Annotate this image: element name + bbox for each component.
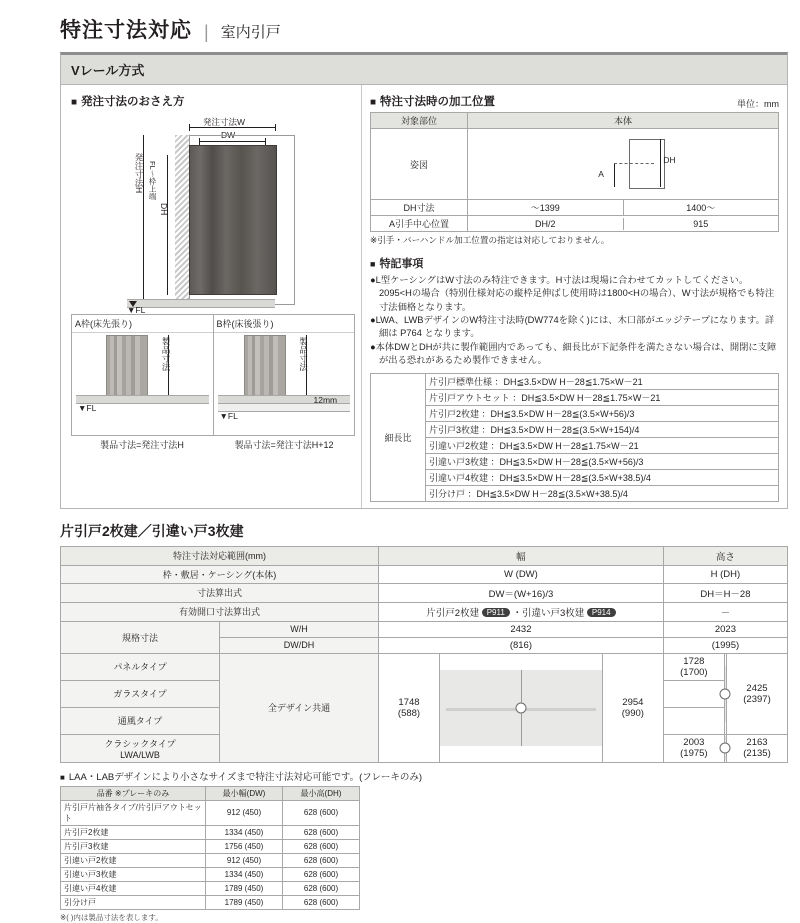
ratio-row-7: 引違い戸4枚建 ：DH≦3.5×DW H－28≦(3.5×W+38.5)/4 xyxy=(426,469,779,485)
frame-b-caption: 製品寸法=発注寸法H+12 xyxy=(234,440,334,450)
h-min-1: 1728 (1700) xyxy=(663,653,724,680)
row0-w: W (DW) xyxy=(379,565,664,583)
row2-label: 有効開口寸法算出式 xyxy=(61,602,379,621)
h-max-1: 2425 (2397) xyxy=(727,653,788,734)
section2-title: 片引戸2枚建／引違い戸3枚建 xyxy=(60,522,244,539)
row2-h: － xyxy=(663,602,787,621)
dim-h-note: FL～枠上端 xyxy=(148,161,157,200)
table-row: 片引戸3枚建 1756 (450) 628 (600) xyxy=(61,839,360,853)
a-pos-2: 915 xyxy=(693,218,709,229)
dh-range-1: ～1399 xyxy=(468,200,623,215)
fl-label: ▼FL xyxy=(127,305,146,315)
header-divider: | xyxy=(204,22,209,42)
all-design-label: 全デザイン共通 xyxy=(220,653,379,762)
h-blank-1 xyxy=(663,680,724,707)
slenderness-table xyxy=(370,373,779,502)
left-title: ■ 発注寸法のおさえ方 xyxy=(71,93,355,109)
row1-label: 寸法算出式 xyxy=(61,583,379,602)
ratio-row-4: 片引戸3枚建 ：DH≦3.5×DW H－28≦(3.5×W+154)/4 xyxy=(426,421,779,437)
badge-text-2: ・引違い戸3枚建 xyxy=(512,607,585,619)
w-min: 1748 (588) xyxy=(379,653,440,762)
table-row: 片引戸2枚建 1334 (450) 628 (600) xyxy=(61,825,360,839)
h-blank-2 xyxy=(663,707,724,734)
th-range-head: 特注寸法対応範囲(mm) xyxy=(61,546,379,565)
ratio-label: 細長比 xyxy=(371,373,426,501)
dim-dh-label: DH xyxy=(159,203,169,216)
unit-label: 単位：mm xyxy=(737,99,779,109)
th-min-w: 最小幅(DW) xyxy=(206,786,283,800)
frame-a-head: A枠(床先張り) xyxy=(72,315,213,333)
th-height: 高さ xyxy=(663,546,787,565)
page-header xyxy=(0,0,800,52)
h-min-2: 2003 (1975) xyxy=(663,734,724,762)
type-vent: 通風タイプ xyxy=(61,707,220,734)
row-drawing-label: 姿図 xyxy=(371,129,468,200)
w-max: 2954 (990) xyxy=(602,653,663,762)
frame-b-gap: 12mm xyxy=(313,395,338,405)
row3-h: 2023 xyxy=(663,621,787,637)
dh-range-2: 1400～ xyxy=(686,203,716,213)
table-row: 引違い戸2枚建 912 (450) 628 (600) xyxy=(61,853,360,867)
type-glass: ガラスタイプ xyxy=(61,680,220,707)
row3-w: 2432 xyxy=(379,621,664,637)
th-min-h: 最小高(DH) xyxy=(283,786,360,800)
table-note: ※引手・バーハンドル加工位置の指定は対応しておりません。 xyxy=(370,235,610,245)
diagram-dh-label: DH xyxy=(663,155,676,165)
frame-b-fl: ▼FL xyxy=(219,411,238,421)
height-range-bar-1 xyxy=(725,666,726,722)
tokki-title: ■ 特記事項 xyxy=(370,255,779,271)
door-panel-image xyxy=(189,145,277,295)
th-part: 対象部位 xyxy=(371,113,468,129)
width-range-bar xyxy=(440,670,602,746)
dim-dw-label: DW xyxy=(221,130,236,140)
door-diagram xyxy=(468,129,778,199)
right-column xyxy=(361,85,787,508)
size-range-table xyxy=(60,546,788,763)
row0-h: H (DH) xyxy=(663,565,787,583)
a-pos-1: DH/2 xyxy=(468,218,623,230)
page-ref-p914[interactable]: P914 xyxy=(587,608,616,617)
ratio-row-1: 片引戸標準仕様 ：DH≦3.5×DW H－28≦1.75×W－21 xyxy=(426,373,779,389)
table-row: 引違い戸4枚建 1789 (450) 628 (600) xyxy=(61,881,360,895)
frame-a-caption: 製品寸法=発注寸法H xyxy=(100,440,184,450)
frame-type-b xyxy=(213,315,355,435)
th-body: 本体 xyxy=(468,113,779,129)
machining-position-table xyxy=(370,112,779,232)
bullet-2: ●LWA、LWBデザインのW特注寸法時(DW774を除く)には、木口部がエッジテープになります。詳細は P764 となります。 xyxy=(370,315,775,339)
ratio-row-2: 片引戸アウトセット ：DH≦3.5×DW H－28≦1.75×W－21 xyxy=(426,389,779,405)
page-title: 特注寸法対応 xyxy=(60,19,192,42)
type-classic: クラシックタイプ LWA/LWB xyxy=(61,734,220,762)
badge-text-1: 片引戸2枚建 xyxy=(426,607,480,619)
frame-b-size: 製品寸法 xyxy=(298,337,309,371)
section3-note: ■ LAA・LABデザインにより小さなサイズまで特注寸法対応可能です。(フレーキのみ) xyxy=(60,769,800,783)
row3-sub: W/H xyxy=(220,621,379,637)
section-vrail xyxy=(60,52,788,509)
dim-w-label: 発注寸法W xyxy=(203,117,246,127)
page-subtitle: 室内引戸 xyxy=(220,24,281,41)
frame-type-a xyxy=(72,315,213,435)
frame-type-comparison xyxy=(71,314,355,436)
bullet-3: ●本体DWとDHが共に製作範囲内であっても、細長比が下記条件を満たさない場合は、開閉に支障が出る恐れがあるため製作できません。 xyxy=(370,341,777,366)
th-width: 幅 xyxy=(379,546,664,565)
row-a-label: A引手中心位置 xyxy=(371,216,468,232)
section3-foot: ※( )内は製品寸法を表します。 xyxy=(60,912,163,922)
th-item: 品番 ※プレーキのみ xyxy=(61,786,206,800)
left-column xyxy=(61,85,361,508)
row1-h: DH＝H－28 xyxy=(663,583,787,602)
frame-a-fl: ▼FL xyxy=(78,403,97,413)
row0-label: 枠・敷居・ケーシング(本体) xyxy=(61,565,379,583)
table-row: 引分け戸 1789 (450) 628 (600) xyxy=(61,895,360,909)
row4-sub: DW/DH xyxy=(220,637,379,653)
row3-label: 規格寸法 xyxy=(61,621,220,653)
height-range-bar-2 xyxy=(725,736,726,760)
ratio-row-5: 引違い戸2枚建 ：DH≦3.5×DW H－28≦1.75×W－21 xyxy=(426,437,779,453)
bullet-1: ●L型ケーシングはW寸法のみ特注できます。H寸法は現場に合わせてカットしてください。2095<Hの場合（特別仕様対応の縦枠足伸ばし使用時は1800<Hの場合）、W寸法が規格でも特注寸法価格となります。 xyxy=(370,274,775,312)
row2-w xyxy=(379,602,664,621)
row4-w: (816) xyxy=(379,637,664,653)
section-bar-label: Vレール方式 xyxy=(61,55,787,85)
row1-w: DW＝(W+16)/3 xyxy=(379,583,664,602)
type-panel: パネルタイプ xyxy=(61,653,220,680)
ratio-row-6: 引違い戸3枚建 ：DH≦3.5×DW H－28≦(3.5×W+56)/3 xyxy=(426,453,779,469)
row-dh-label: DH寸法 xyxy=(371,200,468,216)
table-row: 片引戸片袖各タイプ/片引戸アウトセット 912 (450) 628 (600) xyxy=(61,800,360,825)
frame-a-size: 製品寸法 xyxy=(161,337,171,371)
ratio-row-3: 片引戸2枚建 ：DH≦3.5×DW H－28≦(3.5×W+56)/3 xyxy=(426,405,779,421)
h-max-2: 2163 (2135) xyxy=(727,734,788,762)
min-size-table xyxy=(60,786,360,910)
frame-b-head: B枠(床後張り) xyxy=(214,315,355,333)
diagram-a-label: A xyxy=(598,169,604,179)
row4-h: (1995) xyxy=(663,637,787,653)
page-ref-p911[interactable]: P911 xyxy=(482,608,510,617)
dim-h-label: 発注寸法H xyxy=(134,153,144,194)
table-row: 引違い戸3枚建 1334 (450) 628 (600) xyxy=(61,867,360,881)
order-dimension-drawing xyxy=(71,115,355,315)
ratio-row-8: 引分け戸 ：DH≦3.5×DW H－28≦(3.5×W+38.5)/4 xyxy=(426,485,779,501)
right-title: ■ 特注寸法時の加工位置 xyxy=(370,93,495,109)
